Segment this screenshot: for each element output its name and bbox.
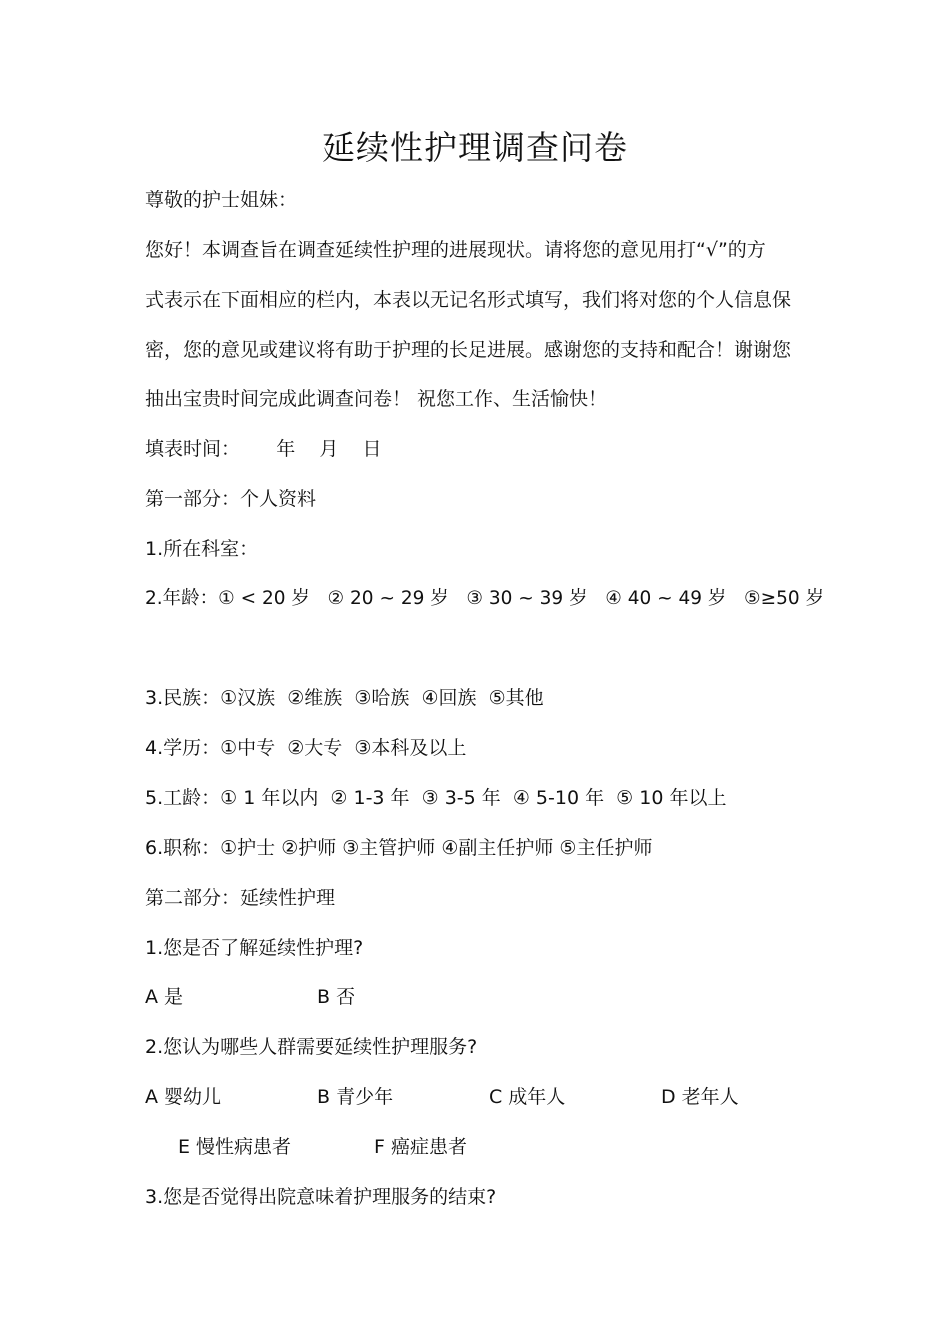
option-e-chronic: E 慢性病患者 xyxy=(178,1136,292,1158)
question-ethnicity: 3.民族：①汉族 ②维族 ③哈族 ④回族 ⑤其他 xyxy=(145,687,544,709)
option-d-elderly: D 老年人 xyxy=(661,1086,739,1108)
option-b-teens: B 青少年 xyxy=(317,1086,394,1108)
intro-line-2: 式表示在下面相应的栏内，本表以无记名形式填写，我们将对您的个人信息保 xyxy=(145,289,792,311)
question-aware: 1.您是否了解延续性护理? xyxy=(145,937,364,959)
intro-line-4: 抽出宝贵时间完成此调查问卷！ 祝您工作、生活愉快！ xyxy=(145,388,608,410)
part1-heading: 第一部分：个人资料 xyxy=(145,488,317,510)
intro-line-3: 密，您的意见或建议将有助于护理的长足进展。感谢您的支持和配合！谢谢您 xyxy=(145,339,792,361)
option-f-cancer: F 癌症患者 xyxy=(374,1136,467,1158)
option-a-infants: A 婴幼儿 xyxy=(145,1086,222,1108)
fill-time: 填表时间： 年 月 日 xyxy=(145,438,382,460)
question-target-groups: 2.您认为哪些人群需要延续性护理服务? xyxy=(145,1036,478,1058)
question-discharge: 3.您是否觉得出院意味着护理服务的结束? xyxy=(145,1186,497,1208)
question-department: 1.所在科室： xyxy=(145,538,259,560)
question-education: 4.学历：①中专 ②大专 ③本科及以上 xyxy=(145,737,467,759)
option-b-no: B 否 xyxy=(317,986,356,1008)
greeting: 尊敬的护士姐妹： xyxy=(145,189,298,211)
intro-line-1: 您好！本调查旨在调查延续性护理的进展现状。请将您的意见用打“√”的方 xyxy=(145,239,766,261)
page-title: 延续性护理调查问卷 xyxy=(322,128,628,167)
question-work-years: 5.工龄：① 1 年以内 ② 1-3 年 ③ 3-5 年 ④ 5-10 年 ⑤ 10 年以上 xyxy=(145,787,727,809)
option-a-yes: A 是 xyxy=(145,986,184,1008)
question-title: 6.职称：①护士 ②护师 ③主管护师 ④副主任护师 ⑤主任护师 xyxy=(145,837,653,859)
question-age: 2.年龄：① < 20 岁 ② 20 ~ 29 岁 ③ 30 ~ 39 岁 ④ 40 ~ 49 岁 ⑤≥50 岁 xyxy=(145,588,825,609)
part2-heading: 第二部分：延续性护理 xyxy=(145,887,336,909)
option-c-adults: C 成年人 xyxy=(489,1086,566,1108)
